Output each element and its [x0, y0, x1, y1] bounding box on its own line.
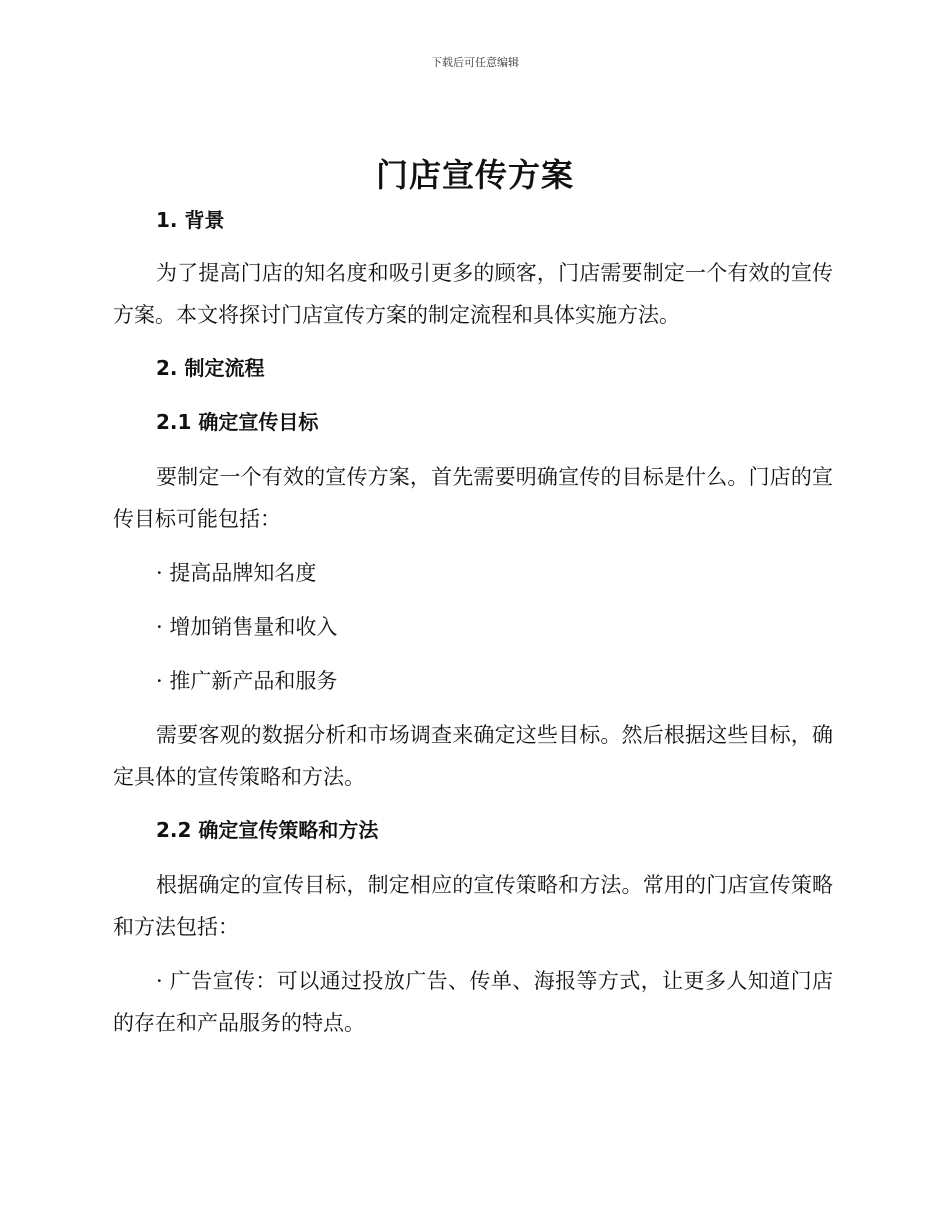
section-2-2-bullet: · 广告宣传：可以通过投放广告、传单、海报等方式，让更多人知道门店的存在和产品服务的特点。 [113, 969, 833, 1035]
section-1-paragraph: 为了提高门店的知名度和吸引更多的顾客，门店需要制定一个有效的宣传方案。本文将探讨门店宣传方案的制定流程和具体实施方法。 [113, 261, 833, 327]
section-2-1-heading: 2.1 确定宣传目标 [156, 410, 319, 434]
section-2-heading: 2. 制定流程 [156, 356, 265, 380]
section-2-1-paragraph-1: 要制定一个有效的宣传方案，首先需要明确宣传的目标是什么。门店的宣传目标可能包括： [113, 465, 833, 531]
section-2-2-paragraph: 根据确定的宣传目标，制定相应的宣传策略和方法。常用的门店宣传策略和方法包括： [113, 873, 833, 939]
page-header: 下载后可任意编辑 [431, 56, 519, 69]
document-title: 门店宣传方案 [375, 156, 574, 194]
list-item: · 推广新产品和服务 [156, 669, 338, 693]
section-2-2-heading: 2.2 确定宣传策略和方法 [156, 818, 379, 842]
document-body [113, 200, 833, 1044]
section-2-1-paragraph-2: 需要客观的数据分析和市场调查来确定这些目标。然后根据这些目标，确定具体的宣传策略和方法。 [113, 723, 833, 789]
list-item: · 提高品牌知名度 [156, 561, 317, 585]
list-item: · 增加销售量和收入 [156, 615, 338, 639]
section-1-heading: 1. 背景 [156, 208, 225, 232]
